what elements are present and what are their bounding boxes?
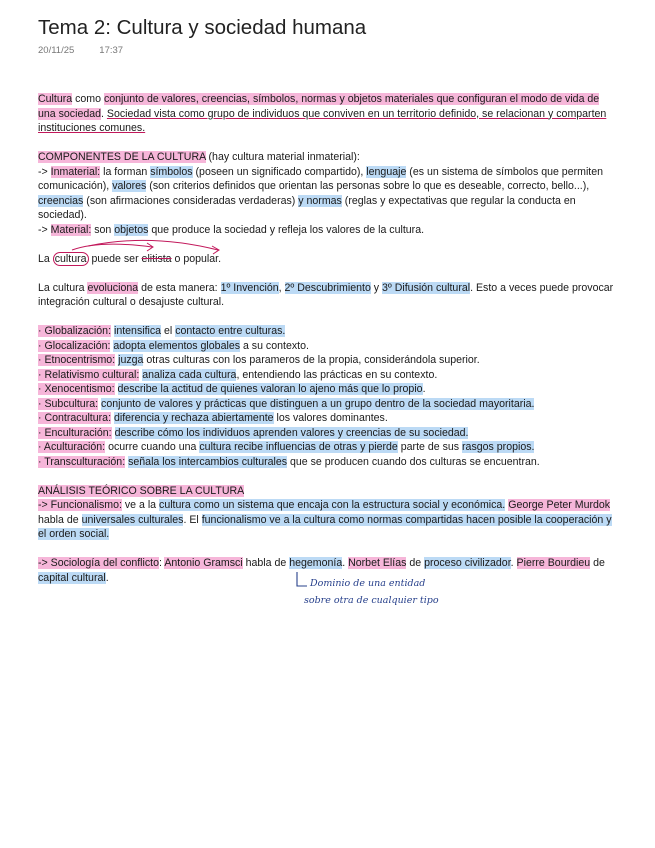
text: de esta manera:	[138, 281, 221, 294]
term: creencias	[38, 194, 84, 207]
term: · Transculturación:	[38, 455, 126, 468]
highlight: describe cómo los individuos aprenden valores y creencias de su sociedad.	[114, 426, 469, 439]
section-heading: ANÁLISIS TEÓRICO SOBRE LA CULTURA	[38, 484, 245, 497]
highlight: describe la actitud de quienes valoran lo ajeno más que lo propio	[117, 383, 423, 395]
list-item	[38, 324, 618, 339]
term: objetos	[114, 223, 149, 236]
note-title[interactable]: Tema 2: Cultura y sociedad humana	[38, 16, 367, 39]
text: de	[590, 557, 605, 569]
author: Antonio Gramsci	[164, 557, 243, 569]
highlight: rasgos propios.	[462, 441, 535, 453]
text: La	[38, 252, 53, 265]
author: Pierre Bourdieu	[516, 557, 591, 569]
text: .	[342, 557, 349, 569]
text: o popular.	[171, 252, 222, 265]
term: símbolos	[150, 165, 193, 178]
text: (son criterios definidos que orientan las personas sobre lo que es deseable, correcto, bello...),	[146, 180, 590, 192]
author: Norbet Elías	[348, 557, 407, 569]
term: valores	[112, 180, 147, 192]
term: · Etnocentrismo:	[38, 354, 116, 366]
cultura-term: Cultura	[38, 93, 73, 105]
term: lenguaje	[366, 165, 407, 178]
term: y normas	[298, 194, 342, 207]
term: evoluciona	[87, 281, 139, 294]
text: (es un sistema de símbolos que permiten comunicación),	[38, 165, 604, 192]
highlight: señala los intercambios culturales	[128, 455, 288, 468]
section-heading: COMPONENTES DE LA CULTURA	[38, 151, 206, 163]
text: . El	[183, 513, 202, 526]
term: Inmaterial:	[50, 165, 101, 178]
list-item	[38, 339, 618, 354]
highlight: cultura como un sistema que encaja con la estructura social y económica.	[159, 499, 506, 511]
sociedad-definition: Sociedad vista como grupo de individuos que conviven en un territorio definido, se relacionan y comparten instituciones comunes.	[38, 107, 607, 134]
text: , entendiendo las prácticas en su contexto.	[236, 368, 438, 381]
list-item	[38, 353, 618, 368]
term: · Relativismo cultural:	[38, 368, 140, 381]
text: que produce la sociedad y refleja los valores de la cultura.	[148, 223, 425, 236]
term: · Subcultura:	[38, 397, 99, 410]
note-metadata	[38, 45, 123, 56]
circled-word: cultura	[54, 252, 87, 265]
componentes-heading	[38, 150, 618, 165]
text: .	[422, 383, 426, 395]
term: · Glocalización:	[38, 339, 111, 352]
text: como	[72, 93, 104, 105]
text: ->	[38, 165, 51, 178]
highlight: adopta elementos globales	[113, 339, 241, 352]
list-item	[38, 411, 618, 426]
elitista-line	[38, 252, 618, 267]
highlight: contacto entre culturas.	[175, 325, 286, 337]
term: · Xenocentismo:	[38, 383, 115, 395]
term: 1º Invención	[220, 281, 279, 294]
inmaterial-item	[38, 165, 618, 223]
term: · Globalización:	[38, 325, 112, 337]
highlight: juzga	[118, 354, 144, 366]
intro-paragraph	[38, 92, 618, 136]
highlight: diferencia y rechaza abiertamente	[113, 412, 274, 424]
text: habla de	[242, 557, 290, 569]
text: otras culturas con los parameros de la propia, considerándola superior.	[143, 354, 480, 366]
analisis-heading	[38, 484, 618, 499]
text: los valores dominantes.	[273, 412, 388, 424]
highlight: hegemonía	[289, 557, 343, 569]
note-body	[38, 92, 618, 585]
text: (reglas y expectativas que regular la conducta en sociedad).	[38, 194, 576, 221]
term: · Contracultura:	[38, 412, 112, 424]
text: el	[161, 325, 176, 337]
evoluciona-paragraph	[38, 281, 618, 310]
note-time: 17:37	[99, 45, 124, 56]
text: ve a la	[121, 499, 160, 511]
material-item	[38, 223, 618, 238]
text: y	[370, 281, 383, 294]
text: son	[91, 223, 115, 236]
text: ,	[278, 281, 285, 294]
term: · Aculturación:	[38, 441, 106, 453]
term: Material:	[50, 223, 92, 236]
list-item	[38, 368, 618, 383]
text: (son afirmaciones consideradas verdaderas)	[83, 194, 299, 207]
text: habla de	[38, 513, 82, 526]
text: que se producen cuando dos culturas se encuentran.	[287, 455, 540, 468]
text: .	[510, 557, 517, 569]
terms-list	[38, 324, 618, 469]
text: :	[159, 557, 165, 569]
cultura-definition: conjunto de valores, creencias, símbolos, normas y objetos materiales que configuran el modo de vida de una sociedad	[38, 93, 600, 120]
term: -> Funcionalismo:	[38, 499, 122, 511]
list-item	[38, 382, 618, 397]
struck-word: elitista	[141, 252, 172, 265]
text: de	[406, 557, 425, 569]
text: ->	[38, 223, 51, 236]
highlight: capital cultural	[38, 571, 106, 584]
funcionalismo-item	[38, 498, 618, 542]
term: -> Sociología del conflicto	[38, 557, 160, 569]
highlight: funcionalismo ve a la cultura como normas compartidas hacen posible la cooperación y el orden social.	[38, 513, 612, 540]
list-item	[38, 397, 618, 412]
text: (poseen un significado compartido),	[192, 165, 367, 178]
handwritten-note-line2: sobre otra de cualquier tipo	[304, 595, 439, 606]
text: .	[105, 571, 109, 584]
highlight: analiza cada cultura	[142, 368, 237, 381]
text: La cultura	[38, 281, 88, 294]
text: (hay cultura material inmaterial):	[205, 151, 360, 163]
highlight: proceso civilizador	[424, 557, 511, 569]
highlight: intensifica	[113, 325, 162, 337]
handwritten-note-line1: Dominio de una entidad	[310, 578, 426, 589]
list-item	[38, 440, 618, 455]
text: a su contexto.	[240, 339, 309, 352]
list-item	[38, 455, 618, 470]
text: parte de sus	[397, 441, 463, 453]
text: puede ser	[88, 252, 142, 265]
note-date: 20/11/25	[38, 45, 75, 56]
highlight: conjunto de valores y prácticas que distinguen a un grupo dentro de la sociedad mayoritaria.	[101, 397, 535, 410]
highlight: cultura recibe influencias de otras y pierde	[199, 441, 398, 453]
highlight: universales culturales	[81, 513, 184, 526]
term: 2º Descubrimiento	[284, 281, 371, 294]
text: ocurre cuando una	[105, 441, 200, 453]
list-item	[38, 426, 618, 441]
author: George Peter Murdok	[508, 499, 611, 511]
text: . Esto a veces puede provocar integración cultural o desajuste cultural.	[38, 281, 614, 308]
term: 3º Difusión cultural	[382, 281, 471, 294]
text: .	[101, 107, 107, 120]
text: la forman	[100, 165, 151, 178]
term: · Enculturación:	[38, 426, 112, 439]
